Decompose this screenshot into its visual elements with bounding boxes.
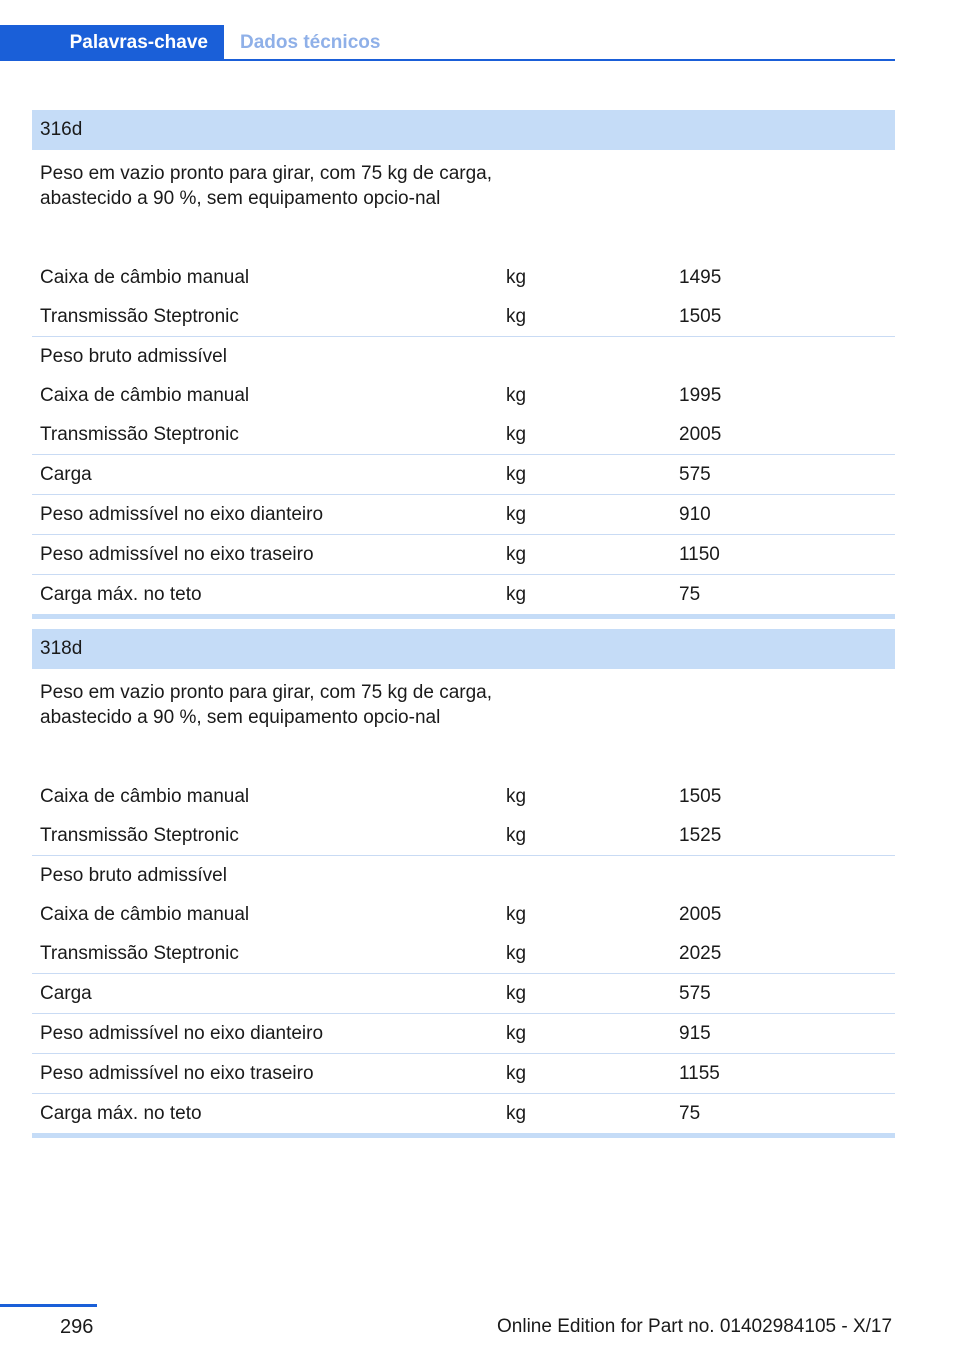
row-value: 910 [679,504,711,525]
row-unit: kg [506,267,527,288]
row-value: 575 [679,983,711,1004]
row-label: Carga máx. no teto [40,1103,202,1124]
row-unit: kg [506,584,527,605]
table-row [32,816,895,855]
footer-rule [0,1304,97,1307]
row-label: Caixa de câmbio manual [40,385,250,406]
empty-weight-label: Peso em vazio pronto para girar, com 75 kg de carga, abastecido a 90 %, sem equipamento opcio-nal [40,163,493,209]
row-unit: kg [506,1023,527,1044]
row-value: 1155 [679,1063,720,1084]
table-row [32,574,895,614]
row-unit: kg [506,424,527,445]
row-unit: kg [506,464,527,485]
row-value: 2025 [679,943,722,964]
table-title: 318d [32,629,895,669]
row-unit: kg [506,504,527,525]
gross-weight-row [32,855,895,895]
table-row [32,258,895,297]
row-value: 1505 [679,306,722,327]
row-unit: kg [506,983,527,1004]
table-row [32,415,895,454]
row-unit: kg [506,544,527,565]
table-bottom-rule [32,1133,895,1138]
row-label: Caixa de câmbio manual [40,904,250,925]
row-label: Peso admissível no eixo dianteiro [40,1023,324,1044]
row-label: Caixa de câmbio manual [40,267,250,288]
table-title: 316d [32,110,895,150]
empty-weight-row [32,150,895,258]
row-label: Transmissão Steptronic [40,943,239,964]
row-label: Transmissão Steptronic [40,825,239,846]
row-unit: kg [506,306,527,327]
row-value: 1495 [679,267,722,288]
table-row [32,895,895,934]
row-label: Carga máx. no teto [40,584,202,605]
table-row [32,494,895,534]
row-unit: kg [506,1063,527,1084]
table-row [32,534,895,574]
row-label: Peso admissível no eixo traseiro [40,1063,314,1084]
tab-palavras-chave[interactable]: Palavras-chave [0,25,224,61]
row-value: 1525 [679,825,722,846]
row-label: Transmissão Steptronic [40,424,239,445]
row-label: Peso admissível no eixo dianteiro [40,504,324,525]
row-value: 75 [679,1103,701,1124]
row-value: 1150 [679,544,720,565]
table-row [32,934,895,973]
row-value: 1505 [679,786,722,807]
row-unit: kg [506,1103,527,1124]
table-row [32,973,895,1013]
gross-weight-label: Peso bruto admissível [40,346,227,367]
table-row [32,1093,895,1133]
row-label: Peso admissível no eixo traseiro [40,544,314,565]
weights-table-318d [32,629,895,1138]
empty-weight-label: Peso em vazio pronto para girar, com 75 kg de carga, abastecido a 90 %, sem equipamento opcio-nal [40,682,493,728]
table-row [32,376,895,415]
row-unit: kg [506,943,527,964]
edition-text: Online Edition for Part no. 01402984105 - X/17 [497,1316,893,1337]
empty-weight-row [32,669,895,777]
row-unit: kg [506,904,527,925]
row-unit: kg [506,385,527,406]
table-row [32,1013,895,1053]
row-label: Caixa de câmbio manual [40,786,250,807]
row-value: 75 [679,584,701,605]
weights-table-316d [32,110,895,619]
table-bottom-rule [32,614,895,619]
row-value: 575 [679,464,711,485]
table-row [32,1053,895,1093]
row-label: Carga [40,464,92,485]
row-label: Carga [40,983,92,1004]
table-row [32,297,895,336]
row-value: 915 [679,1023,711,1044]
header-rule [0,59,895,61]
gross-weight-row [32,336,895,376]
row-value: 1995 [679,385,722,406]
table-row [32,777,895,816]
top-navigation [0,25,895,61]
page-number: 296 [60,1316,94,1338]
row-unit: kg [506,786,527,807]
row-value: 2005 [679,904,722,925]
table-row [32,454,895,494]
tab-dados-tecnicos[interactable]: Dados técnicos [240,32,381,53]
gross-weight-label: Peso bruto admissível [40,865,227,886]
row-label: Transmissão Steptronic [40,306,239,327]
row-value: 2005 [679,424,722,445]
row-unit: kg [506,825,527,846]
